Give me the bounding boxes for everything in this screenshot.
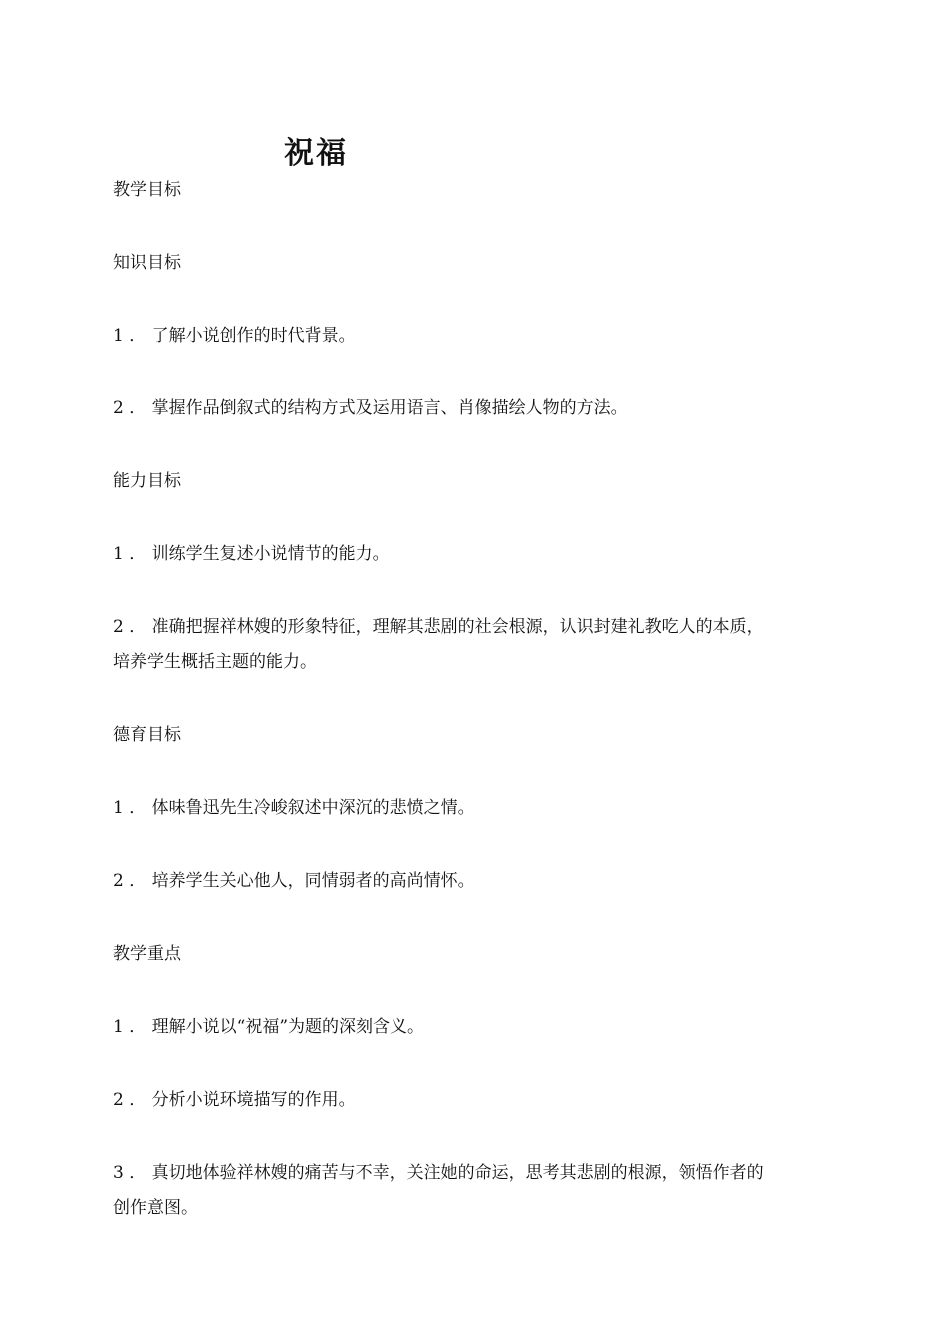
list-item: 2 ． 掌握作品倒叙式的结构方式及运用语言、肖像描绘人物的方法。 [113, 398, 628, 418]
heading-ability-goals: 能力目标 [113, 471, 181, 491]
heading-knowledge-goals: 知识目标 [113, 253, 181, 273]
list-item: 1 ． 训练学生复述小说情节的能力。 [113, 544, 390, 564]
list-item-continuation: 创作意图。 [113, 1198, 198, 1218]
list-item-continuation: 培养学生概括主题的能力。 [113, 652, 317, 672]
list-item: 1 ． 了解小说创作的时代背景。 [113, 326, 356, 346]
list-item: 1 ． 理解小说以“祝福”为题的深刻含义。 [113, 1017, 425, 1037]
list-item: 3 ． 真切地体验祥林嫂的痛苦与不幸，关注她的命运，思考其悲剧的根源，领悟作者的 [113, 1163, 764, 1183]
heading-teaching-focus: 教学重点 [113, 944, 181, 964]
list-item: 2 ． 准确把握祥林嫂的形象特征，理解其悲剧的社会根源，认识封建礼教吃人的本质， [113, 617, 764, 637]
document-title: 祝福 [284, 136, 348, 171]
list-item: 2 ． 分析小说环境描写的作用。 [113, 1090, 356, 1110]
list-item: 2 ． 培养学生关心他人，同情弱者的高尚情怀。 [113, 871, 475, 891]
heading-teaching-goals: 教学目标 [113, 180, 181, 200]
list-item: 1 ． 体味鲁迅先生冷峻叙述中深沉的悲愤之情。 [113, 798, 475, 818]
heading-moral-goals: 德育目标 [113, 725, 181, 745]
